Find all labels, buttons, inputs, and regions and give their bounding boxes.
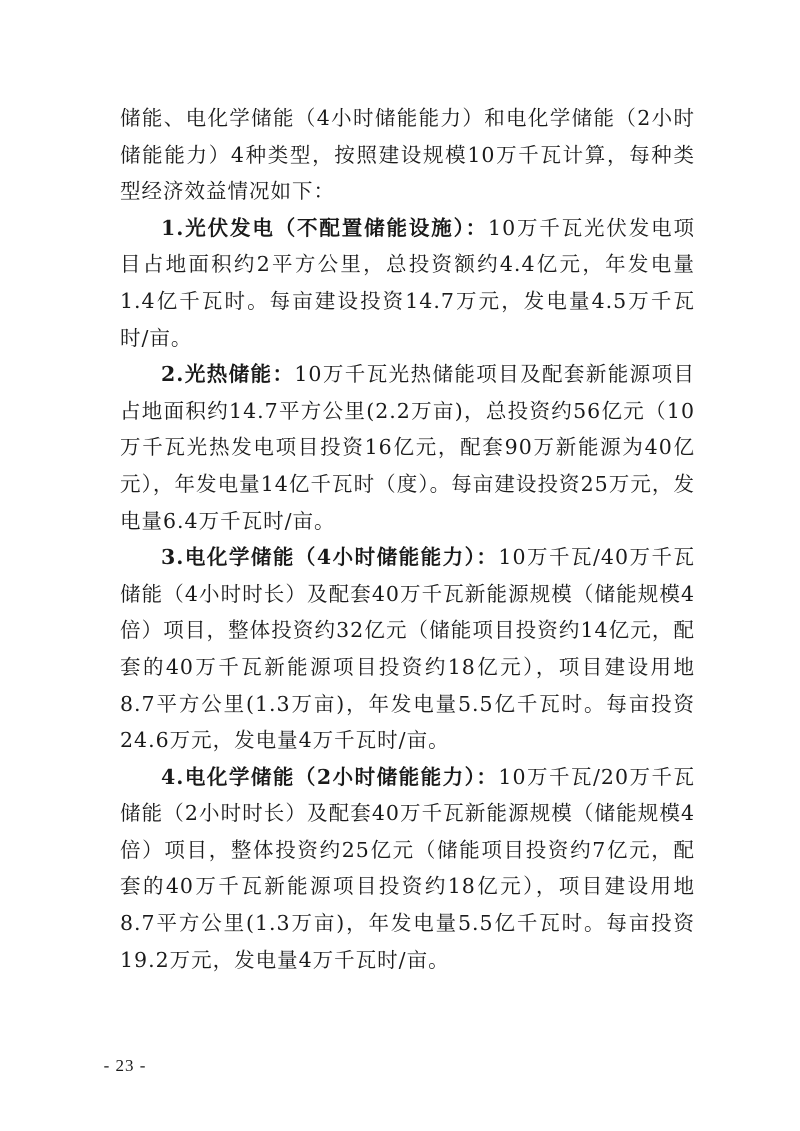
section-4-body: 10万千瓦/20万千瓦储能（2小时时长）及配套40万千瓦新能源规模（储能规模4倍）项目，整体投资约25亿元（储能项目投资约7亿元，配套的40万千瓦新能源项目投资约18亿元），项目建设用地8.7平方公里(1.3万亩)，年发电量5.5亿千瓦时。每亩投资19.2万元，发电量4万千瓦时/亩。 [120, 764, 695, 972]
section-1-body: 10万千瓦光伏发电项目占地面积约2平方公里，总投资额约4.4亿元，年发电量1.4亿千瓦时。每亩建设投资14.7万元，发电量4.5万千瓦时/亩。 [120, 215, 695, 350]
section-4-heading: 4.电化学储能（2小时储能能力）： [161, 764, 499, 789]
section-1-heading: 1.光伏发电（不配置储能设施）： [161, 215, 489, 240]
document-body [120, 100, 695, 978]
section-2-body: 10万千瓦光热储能项目及配套新能源项目占地面积约14.7平方公里(2.2万亩)，总投资约56亿元（10万千瓦光热发电项目投资16亿元，配套90万新能源为40亿元），年发电量14亿千瓦时（度）。每亩建设投资25万元，发电量6.4万千瓦时/亩。 [120, 362, 695, 533]
section-1-paragraph [120, 210, 695, 356]
section-2-heading: 2.光热储能： [161, 362, 295, 387]
page-number: - 23 - [103, 1056, 147, 1075]
section-3-heading: 3.电化学储能（4小时储能能力）： [161, 545, 499, 570]
section-4-paragraph [120, 759, 695, 979]
section-3-body: 10万千瓦/40万千瓦储能（4小时时长）及配套40万千瓦新能源规模（储能规模4倍）项目，整体投资约32亿元（储能项目投资约14亿元，配套的40万千瓦新能源项目投资约18亿元），项目建设用地8.7平方公里(1.3万亩)，年发电量5.5亿千瓦时。每亩投资24.6万元，发电量4万千瓦时/亩。 [120, 545, 695, 753]
section-2-paragraph [120, 356, 695, 539]
section-3-paragraph [120, 539, 695, 759]
intro-paragraph: 储能、电化学储能（4小时储能能力）和电化学储能（2小时储能能力）4种类型，按照建设规模10万千瓦计算，每种类型经济效益情况如下： [120, 106, 695, 204]
